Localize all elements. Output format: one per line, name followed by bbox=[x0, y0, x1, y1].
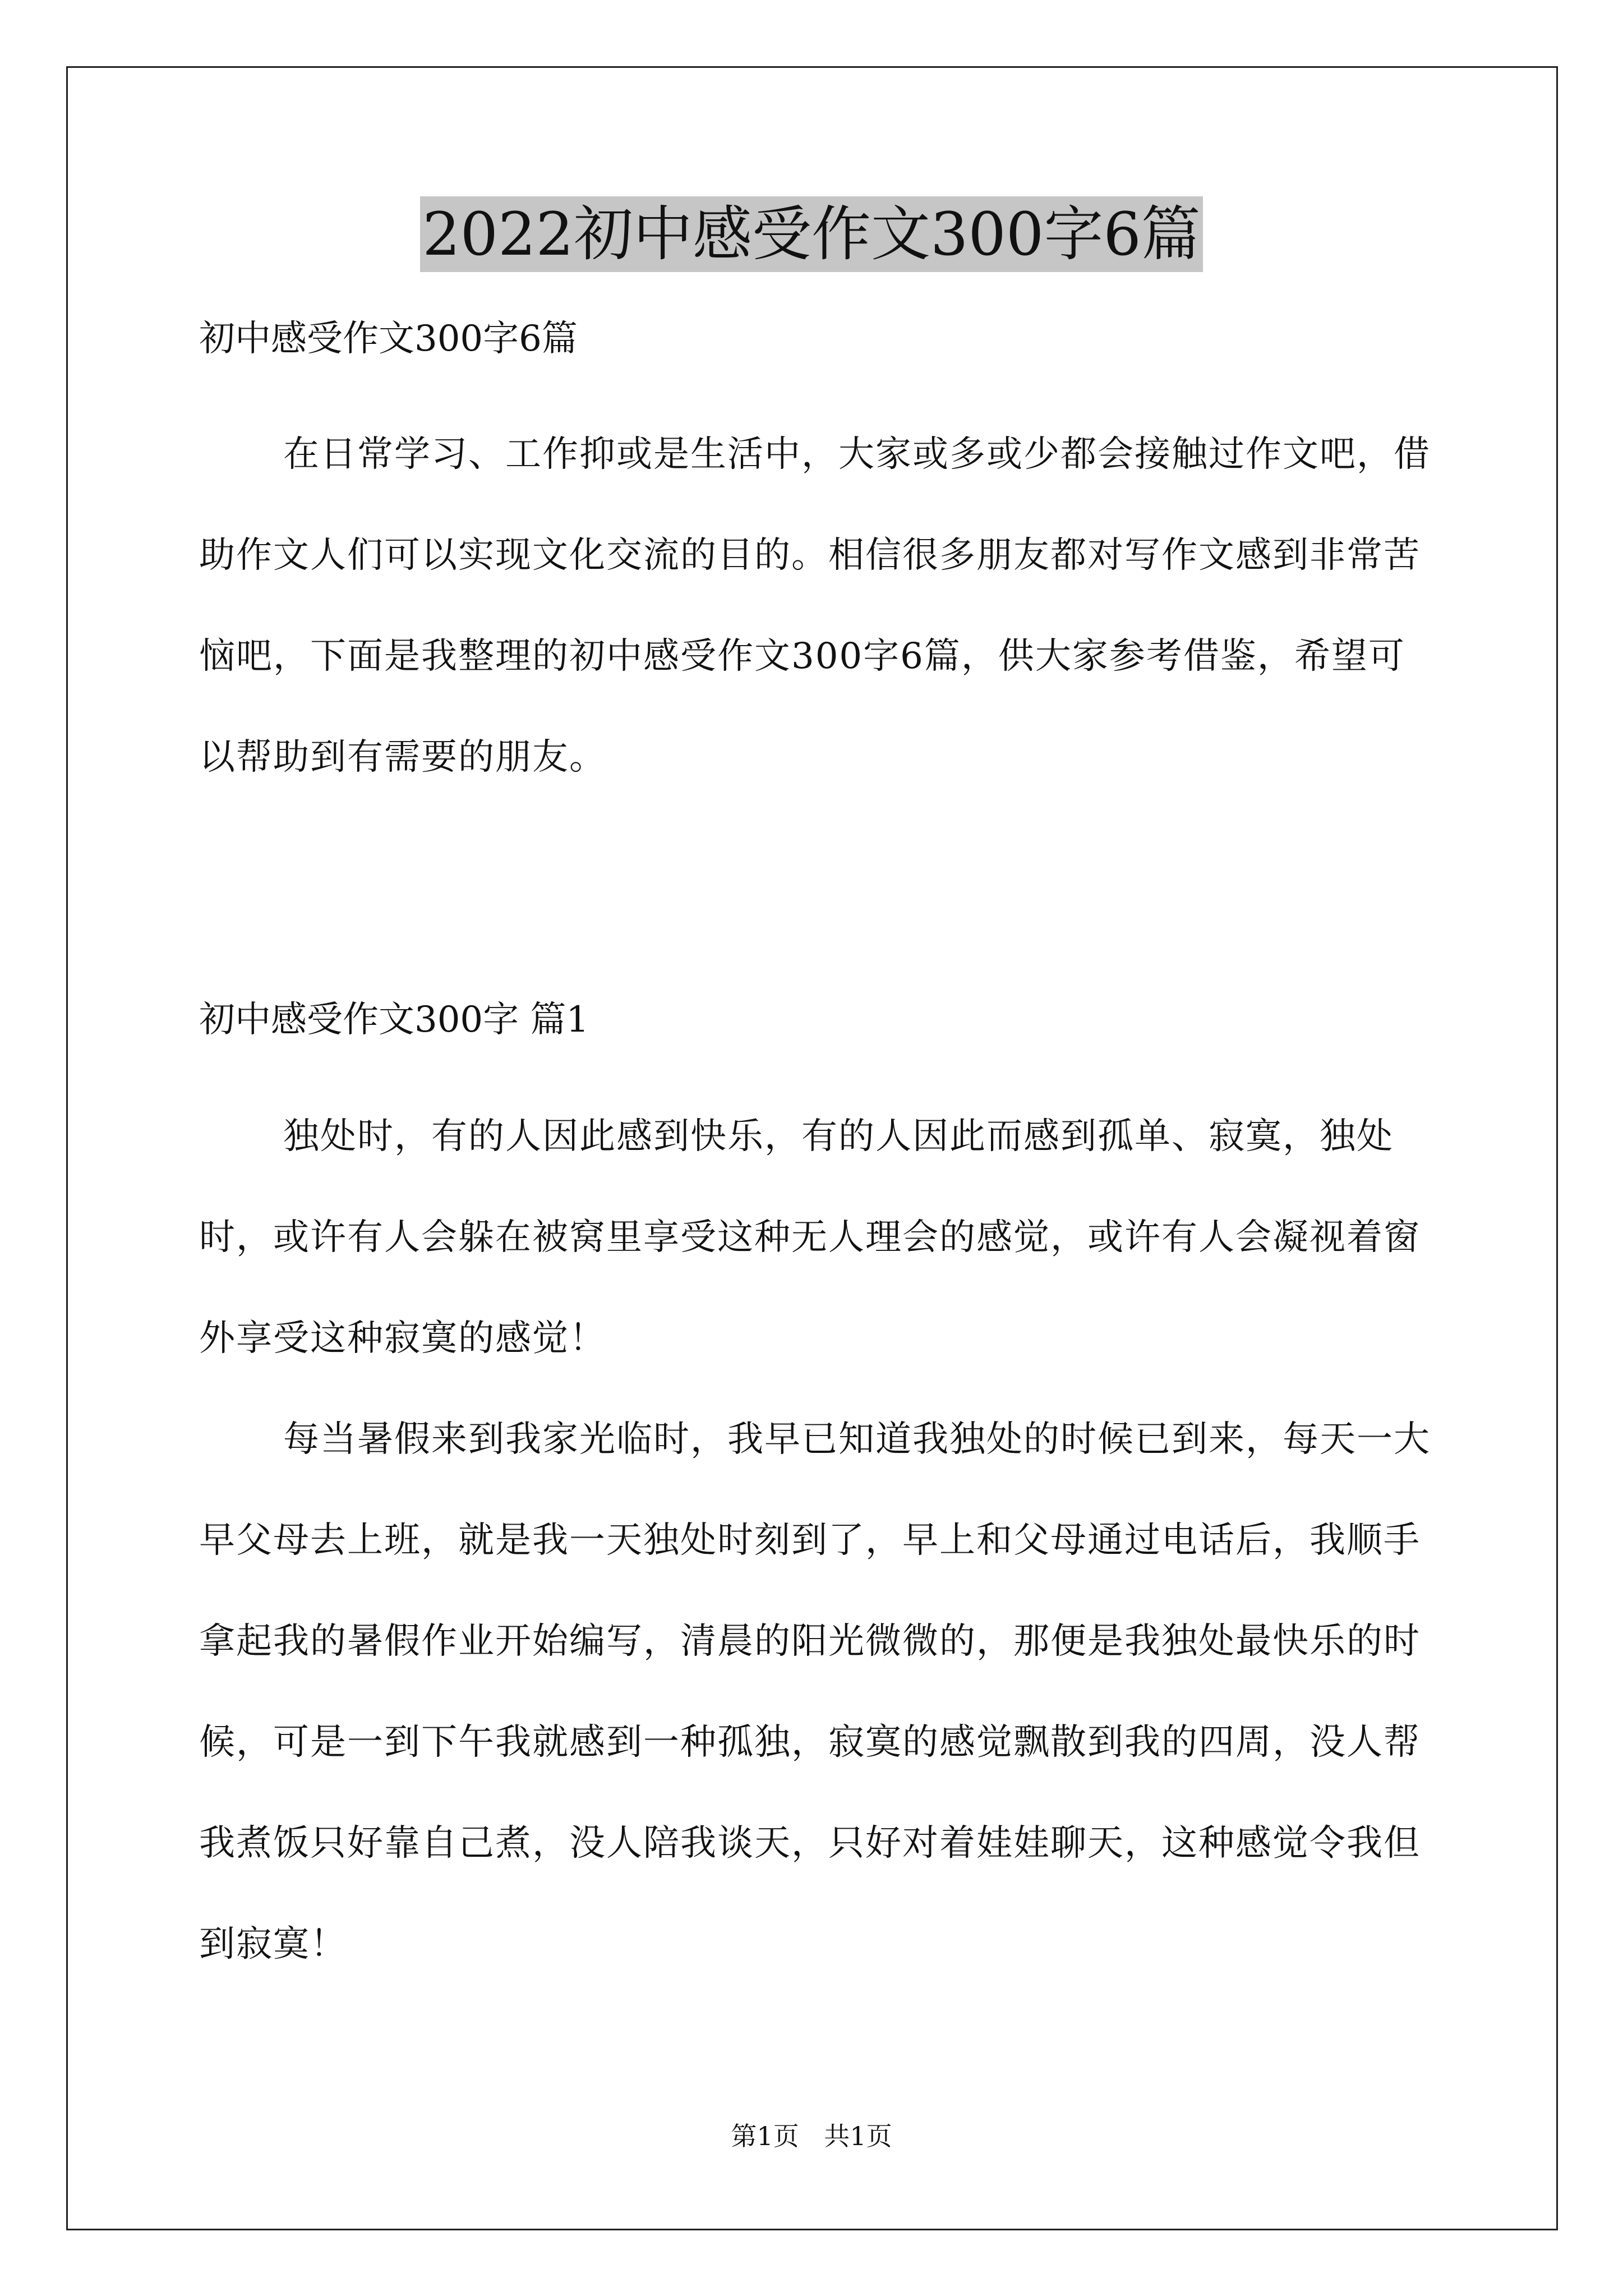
section-heading-1: 初中感受作文300字 篇1 bbox=[199, 999, 589, 1041]
section-1-paragraph-1: 独处时，有的人因此感到快乐，有的人因此而感到孤单、寂寞，独处时，或许有人会躲在被窝里享受这种无人理会的感觉，或许有人会凝视着窗外享受这种寂寞的感觉！ bbox=[199, 1116, 1421, 1359]
intro-paragraph: 在日常学习、工作抑或是生活中，大家或多或少都会接触过作文吧，借助作文人们可以实现文化交流的目的。相信很多朋友都对写作文感到非常苦恼吧，下面是我整理的初中感受作文300字6篇，供大家参考借鉴，希望可以帮助到有需要的朋友。 bbox=[199, 434, 1431, 778]
document-subtitle: 初中感受作文300字6篇 bbox=[199, 318, 578, 360]
section-1-body bbox=[199, 1086, 1431, 1995]
intro-section bbox=[199, 404, 1431, 808]
document-title bbox=[0, 200, 1623, 269]
page-footer: 第1页 共1页 bbox=[731, 2121, 892, 2151]
document-title-text: 2022初中感受作文300字6篇 bbox=[420, 196, 1203, 272]
section-1-paragraph-2: 每当暑假来到我家光临时，我早已知道我独处的时候已到来，每天一大早父母去上班，就是我一天独处时刻到了，早上和父母通过电话后，我顺手拿起我的暑假作业开始编写，清晨的阳光微微的，那便是我独处最快乐的时候，可是一到下午我就感到一种孤独，寂寞的感觉飘散到我的四周，没人帮我煮饭只好靠自己煮，没人陪我谈天，只好对着娃娃聊天，这种感觉令我但到寂寞！ bbox=[199, 1419, 1431, 1965]
